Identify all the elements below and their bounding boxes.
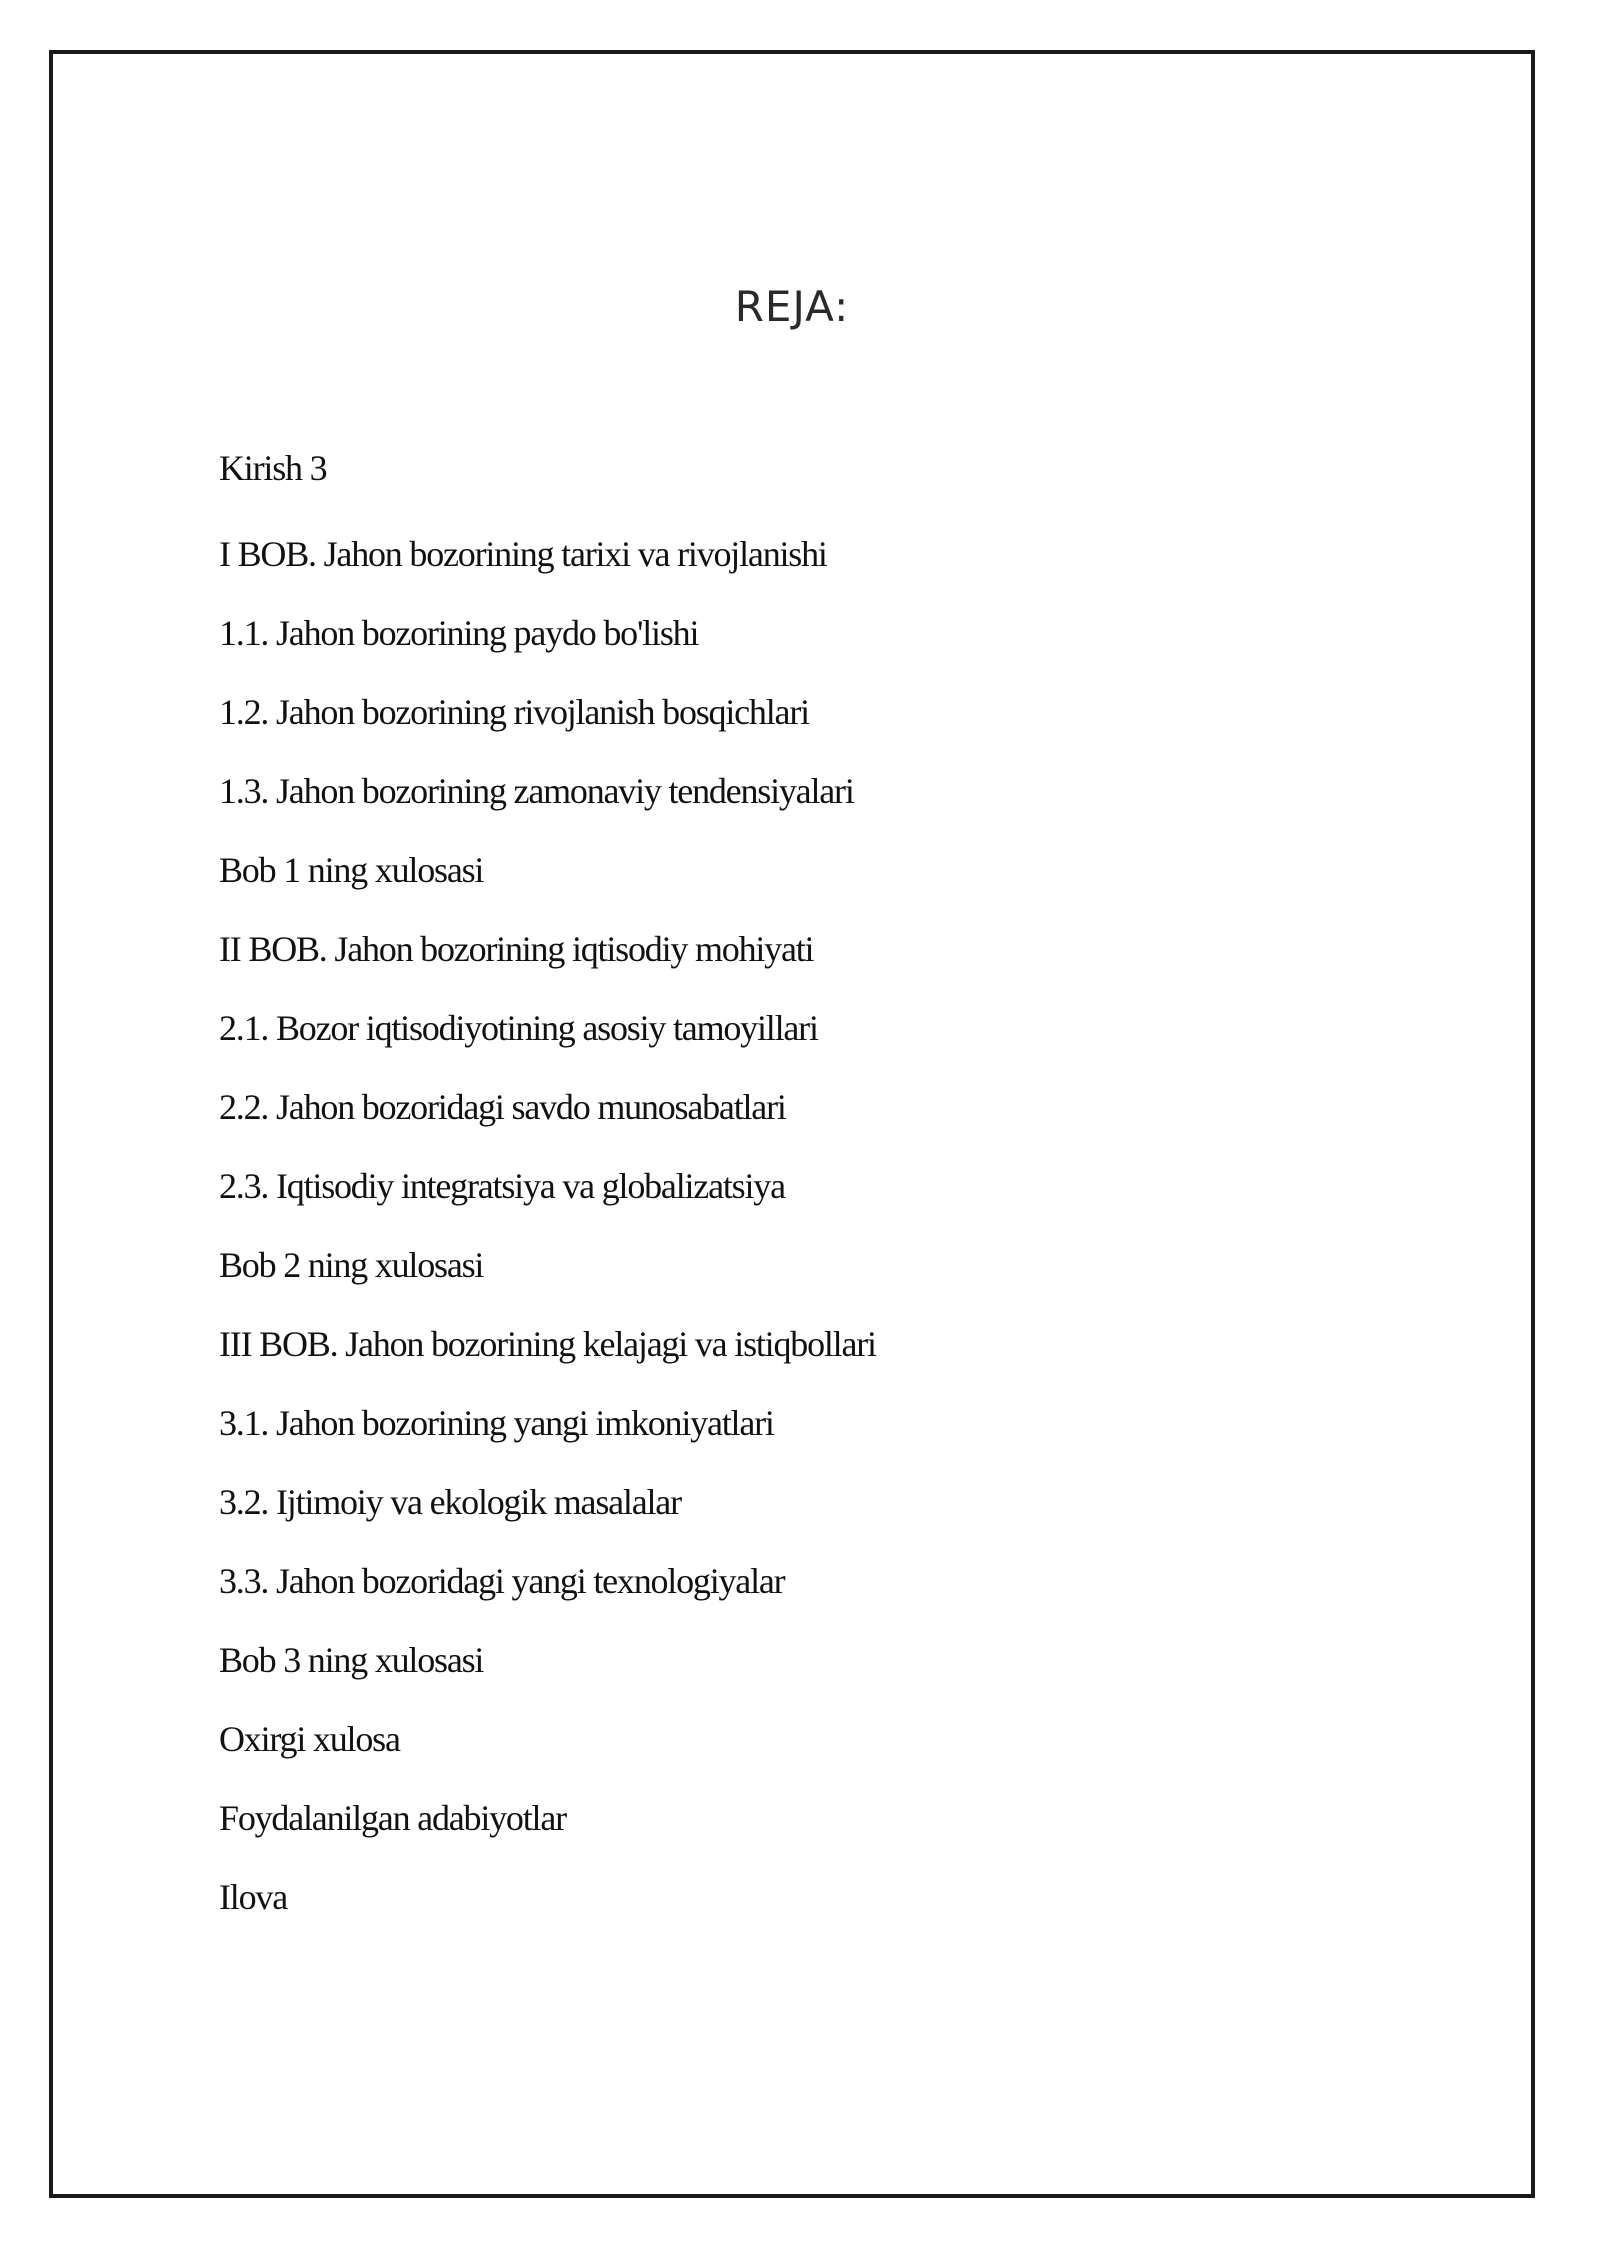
toc-item: 1.1. Jahon bozorining paydo bo'lishi — [219, 613, 699, 653]
toc-item: II BOB. Jahon bozorining iqtisodiy mohiyati — [219, 929, 814, 969]
toc-item: 1.2. Jahon bozorining rivojlanish bosqichlari — [219, 692, 809, 732]
toc-item: Kirish 3 — [219, 448, 327, 488]
toc-item: 2.3. Iqtisodiy integratsiya va globalizatsiya — [219, 1166, 785, 1206]
toc-item: I BOB. Jahon bozorining tarixi va rivojlanishi — [219, 534, 827, 574]
page-border — [49, 50, 1535, 2198]
toc-item: 3.1. Jahon bozorining yangi imkoniyatlari — [219, 1403, 774, 1443]
toc-item: 2.1. Bozor iqtisodiyotining asosiy tamoyillari — [219, 1008, 818, 1048]
page-title: REJA: — [734, 282, 850, 331]
toc-item: Bob 1 ning xulosasi — [219, 850, 484, 890]
toc-item: 1.3. Jahon bozorining zamonaviy tendensiyalari — [219, 771, 854, 811]
toc-item: 3.2. Ijtimoiy va ekologik masalalar — [219, 1482, 681, 1522]
toc-item: 3.3. Jahon bozoridagi yangi texnologiyalar — [219, 1561, 785, 1601]
table-of-contents — [219, 444, 876, 1952]
toc-item: Foydalanilgan adabiyotlar — [219, 1798, 566, 1838]
toc-item: Bob 2 ning xulosasi — [219, 1245, 484, 1285]
toc-item: Oxirgi xulosa — [219, 1719, 400, 1759]
toc-item: 2.2. Jahon bozoridagi savdo munosabatlari — [219, 1087, 786, 1127]
toc-item: Ilova — [219, 1877, 287, 1917]
toc-item: Bob 3 ning xulosasi — [219, 1640, 484, 1680]
toc-item: III BOB. Jahon bozorining kelajagi va istiqbollari — [219, 1324, 876, 1364]
